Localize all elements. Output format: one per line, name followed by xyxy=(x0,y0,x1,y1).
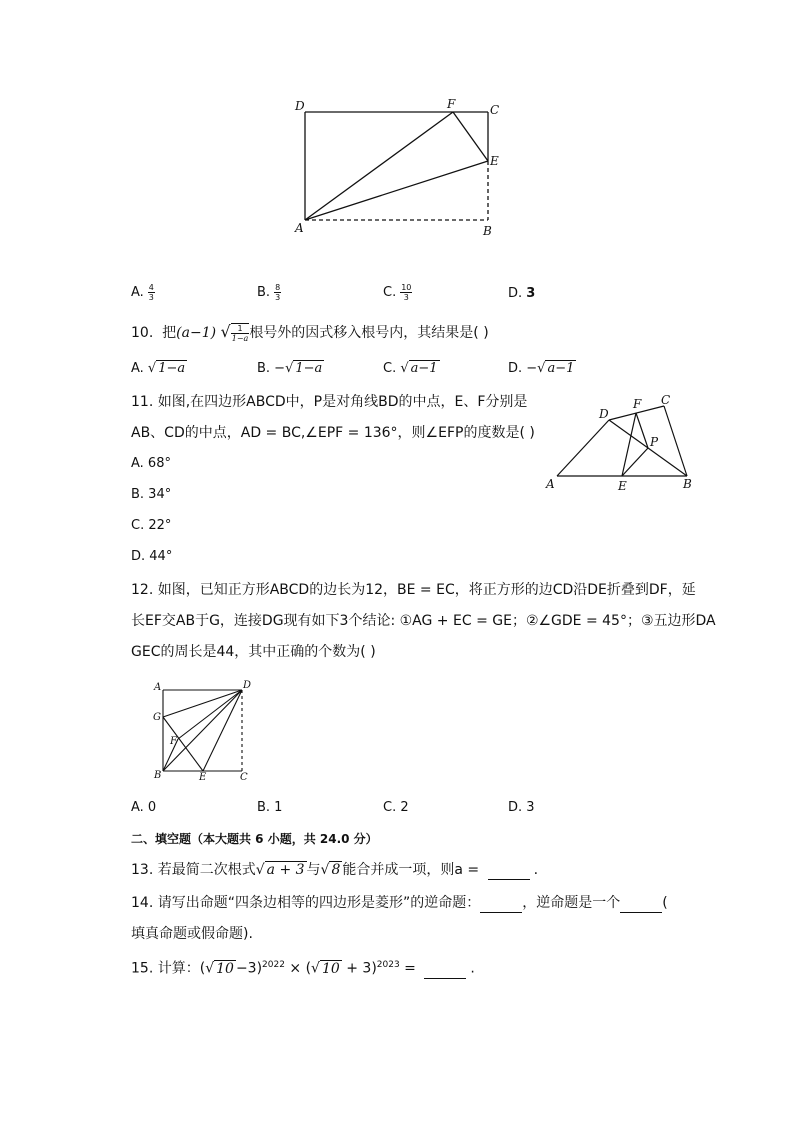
q14-blank-1[interactable] xyxy=(480,912,522,913)
q11-stem-line1: 11. 如图,在四边形ABCD中，P是对角线BD的中点，E、F分别是 xyxy=(131,394,528,410)
label-C: C xyxy=(490,103,500,117)
label-A: A xyxy=(546,477,555,491)
label-B: B xyxy=(154,770,162,781)
q11-stem-line2: AB、CD的中点，AD = BC,∠EPF = 136°，则∠EFP的度数是( ) xyxy=(131,425,535,441)
q12-option-c[interactable]: C. 2 xyxy=(383,800,409,815)
q13-stem: 13. 若最简二次根式√ a + 3 与√ 8 能合并成一项，则a = . xyxy=(131,862,539,878)
q10-option-d[interactable]: D. −√ a−1 xyxy=(508,361,575,376)
q10-stem: 10. 把(a−1) √ $\frac{1}{1-a}$ 根号外的因式移入根号内，其结果是( ) xyxy=(131,322,489,343)
q14-stem-line2: 填真命题或假命题). xyxy=(131,926,253,942)
q9-figure xyxy=(285,95,510,245)
label-E: E xyxy=(618,479,627,493)
q9-option-d[interactable]: D. 3 xyxy=(508,286,536,301)
q11-figure xyxy=(540,390,700,500)
q10-option-b[interactable]: B. −√ 1−a xyxy=(257,361,323,376)
q12-stem-line3: GEC的周长是44，其中正确的个数为( ) xyxy=(131,644,376,660)
section-heading: 二、填空题（本大题共 6 小题，共 24.0 分） xyxy=(131,832,378,846)
q10-option-a[interactable]: A. √ 1−a xyxy=(131,361,186,376)
label-D: D xyxy=(243,680,252,691)
q11-option-c[interactable]: C. 22° xyxy=(131,518,172,533)
q12-option-d[interactable]: D. 3 xyxy=(508,800,535,815)
label-P: P xyxy=(650,435,659,449)
label-A: A xyxy=(154,682,162,693)
label-D: D xyxy=(599,407,609,421)
q10-option-c[interactable]: C. √ a−1 xyxy=(383,361,438,376)
q12-option-b[interactable]: B. 1 xyxy=(257,800,283,815)
q11-option-d[interactable]: D. 44° xyxy=(131,549,173,564)
label-F: F xyxy=(170,736,177,747)
label-B: B xyxy=(483,224,492,238)
label-E: E xyxy=(490,154,499,168)
q11-option-b[interactable]: B. 34° xyxy=(131,487,172,502)
label-B: B xyxy=(683,477,692,491)
label-E: E xyxy=(199,772,207,783)
q14-stem-line1: 14. 请写出命题“四条边相等的四边形是菱形”的逆命题： ，逆命题是一个 ( xyxy=(131,895,668,911)
q12-option-a[interactable]: A. 0 xyxy=(131,800,157,815)
q9-option-b[interactable]: B. $\frac{8}{3}$ xyxy=(257,283,281,302)
q9-option-c[interactable]: C. $\frac{10}{3}$ xyxy=(383,283,412,302)
label-D: D xyxy=(295,99,305,113)
q12-stem-line1: 12. 如图，已知正方形ABCD的边长为12，BE = EC，将正方形的边CD沿DE折叠到DF，延 xyxy=(131,582,696,598)
q11-option-a[interactable]: A. 68° xyxy=(131,456,171,471)
label-C: C xyxy=(240,772,248,783)
q13-answer-blank[interactable] xyxy=(488,879,530,880)
label-F: F xyxy=(447,97,456,111)
q12-figure xyxy=(148,676,258,786)
q14-blank-2[interactable] xyxy=(620,912,662,913)
q9-option-a[interactable]: A. $\frac{4}{3}$ xyxy=(131,283,154,302)
q15-answer-blank[interactable] xyxy=(424,978,466,979)
label-C: C xyxy=(661,393,671,407)
label-F: F xyxy=(633,397,642,411)
label-A: A xyxy=(295,221,304,235)
label-G: G xyxy=(153,712,161,723)
q15-stem: 15. 计算：(√ 10 −3)$^{2022}$ × (√ 10 + 3)$^{2023}$ = . xyxy=(131,960,475,977)
q12-stem-line2: 长EF交AB于G，连接DG现有如下3个结论: ①AG + EC = GE；②∠GDE = 45°；③五边形DA xyxy=(131,613,716,629)
